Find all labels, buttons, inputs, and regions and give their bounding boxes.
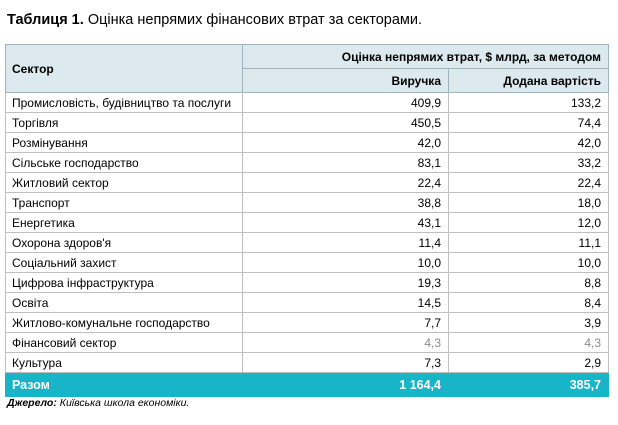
revenue-cell: 7,3 [243,353,449,373]
sector-cell: Розмінування [6,133,243,153]
total-revenue: 1 164,4 [243,373,449,397]
sector-cell: Транспорт [6,193,243,213]
table-row [6,353,609,373]
revenue-cell: 14,5 [243,293,449,313]
value-added-cell: 33,2 [449,153,609,173]
caption-label: Таблиця 1. [7,12,84,28]
table-row [6,213,609,233]
revenue-cell: 4,3 [243,333,449,353]
col-group-header: Оцінка непрямих втрат, $ млрд, за методом [243,45,609,69]
value-added-cell: 11,1 [449,233,609,253]
col-value-added-header: Додана вартість [449,69,609,93]
revenue-cell: 42,0 [243,133,449,153]
table-row [6,313,609,333]
value-added-cell: 4,3 [449,333,609,353]
revenue-cell: 10,0 [243,253,449,273]
sector-cell: Культура [6,353,243,373]
sector-cell: Житлово-комунальне господарство [6,313,243,333]
table-row [6,273,609,293]
value-added-cell: 3,9 [449,313,609,333]
table-row [6,193,609,213]
sector-cell: Енергетика [6,213,243,233]
source-label: Джерело: [7,397,57,409]
sector-cell: Промисловість, будівництво та послуги [6,93,243,113]
total-row [6,373,609,397]
table-row [6,133,609,153]
caption-text: Оцінка непрямих фінансових втрат за секторами. [87,12,423,28]
value-added-cell: 2,9 [449,353,609,373]
table-caption [7,12,422,28]
value-added-cell: 22,4 [449,173,609,193]
sector-cell: Фінансовий сектор [6,333,243,353]
table-row [6,173,609,193]
sector-cell: Освіта [6,293,243,313]
sector-cell: Охорона здоров'я [6,233,243,253]
sector-cell: Торгівля [6,113,243,133]
sector-cell: Житловий сектор [6,173,243,193]
header-row [6,45,609,69]
table-row [6,93,609,113]
total-label: Разом [6,373,243,397]
revenue-cell: 11,4 [243,233,449,253]
table-row [6,113,609,133]
revenue-cell: 409,9 [243,93,449,113]
source-note [7,397,189,409]
table-row [6,153,609,173]
sector-cell: Сільське господарство [6,153,243,173]
col-sector-header: Сектор [6,45,243,93]
value-added-cell: 8,8 [449,273,609,293]
losses-table [5,44,609,397]
revenue-cell: 83,1 [243,153,449,173]
table-row [6,233,609,253]
value-added-cell: 74,4 [449,113,609,133]
revenue-cell: 450,5 [243,113,449,133]
revenue-cell: 22,4 [243,173,449,193]
col-revenue-header: Виручка [243,69,449,93]
value-added-cell: 10,0 [449,253,609,273]
source-text: Київська школа економіки. [59,397,190,409]
table-row [6,253,609,273]
value-added-cell: 18,0 [449,193,609,213]
value-added-cell: 42,0 [449,133,609,153]
sector-cell: Соціальний захист [6,253,243,273]
value-added-cell: 12,0 [449,213,609,233]
table-row [6,333,609,353]
value-added-cell: 133,2 [449,93,609,113]
table-row [6,293,609,313]
revenue-cell: 19,3 [243,273,449,293]
revenue-cell: 7,7 [243,313,449,333]
revenue-cell: 43,1 [243,213,449,233]
revenue-cell: 38,8 [243,193,449,213]
total-value-added: 385,7 [449,373,609,397]
value-added-cell: 8,4 [449,293,609,313]
sector-cell: Цифрова інфраструктура [6,273,243,293]
